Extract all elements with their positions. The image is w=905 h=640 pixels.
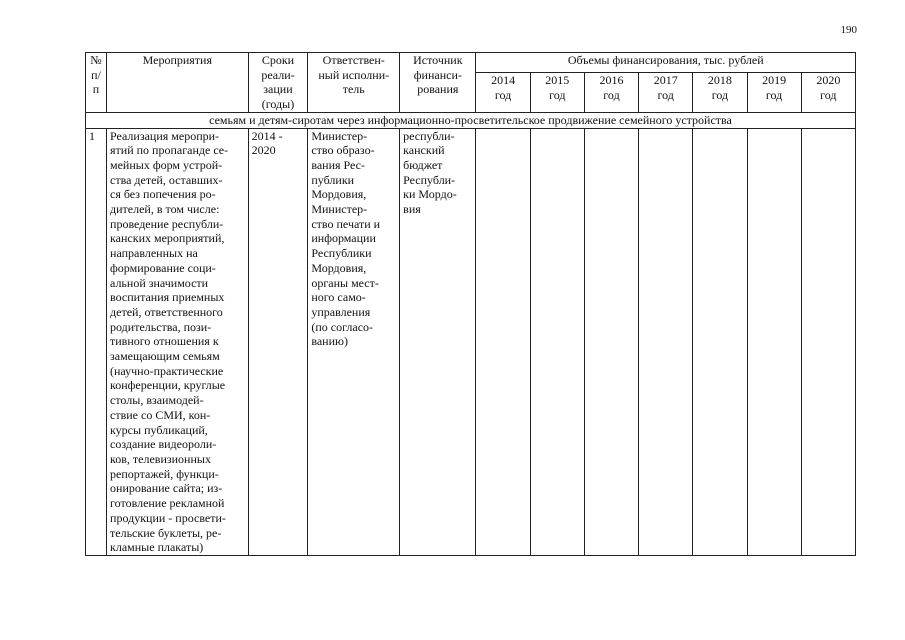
row-term: 2014 - 2020: [248, 128, 308, 555]
section-title: семьям и детям-сиротам через информационно-просветительское продвижение семейного устройства: [86, 112, 856, 128]
header-responsible: Ответствен- ный исполни- тель: [308, 53, 400, 113]
header-year-2020: 2020 год: [801, 73, 855, 112]
table-row: [86, 128, 856, 555]
header-year-2014: 2014 год: [476, 73, 530, 112]
header-year-2016: 2016 год: [584, 73, 638, 112]
header-funding: Объемы финансирования, тыс. рублей: [476, 53, 856, 73]
header-num: № п/ п: [86, 53, 107, 113]
header-year-2019: 2019 год: [747, 73, 801, 112]
table-header-row: [86, 53, 856, 73]
header-term: Сроки реали- зации (годы): [248, 53, 308, 113]
header-year-2018: 2018 год: [693, 73, 747, 112]
row-funding-2018: [693, 128, 747, 555]
header-year-2017: 2017 год: [639, 73, 693, 112]
row-responsible: Министер- ство образо- вания Рес- публики Мордовия, Министер- ство печати и информации Республики Мордовия, органы мест- ного само- управления (по согласо- ванию): [308, 128, 400, 555]
row-source: республи- канский бюджет Республи- ки Мордо- вия: [400, 128, 476, 555]
row-funding-2016: [584, 128, 638, 555]
header-source: Источник финанси- рования: [400, 53, 476, 113]
funding-plan-table: [85, 52, 856, 556]
section-row: [86, 112, 856, 128]
page-number: 190: [840, 24, 857, 36]
row-funding-2014: [476, 128, 530, 555]
header-event: Мероприятия: [107, 53, 249, 113]
row-num: 1: [86, 128, 107, 555]
row-event: Реализация меропри- ятий по пропаганде се- мейных форм устрой- ства детей, оставших- ся без попечения ро- дителей, в том числе: проведение республи- канских мероприятий, направленных на формирование соци- альной значимости воспитания приемных детей, ответственного родительства, пози- тивного отношения к замещающим семьям (научно-практические конференции, круглые столы, взаимодей- ствие со СМИ, кон- курсы публикаций, создание видеороли- ков, телевизионных репортажей, функци- онирование сайта; из- готовление рекламной продукции - просвети- тельские буклеты, ре- кламные плакаты): [107, 128, 249, 555]
row-funding-2015: [530, 128, 584, 555]
row-funding-2017: [639, 128, 693, 555]
row-funding-2020: [801, 128, 855, 555]
header-year-2015: 2015 год: [530, 73, 584, 112]
row-funding-2019: [747, 128, 801, 555]
